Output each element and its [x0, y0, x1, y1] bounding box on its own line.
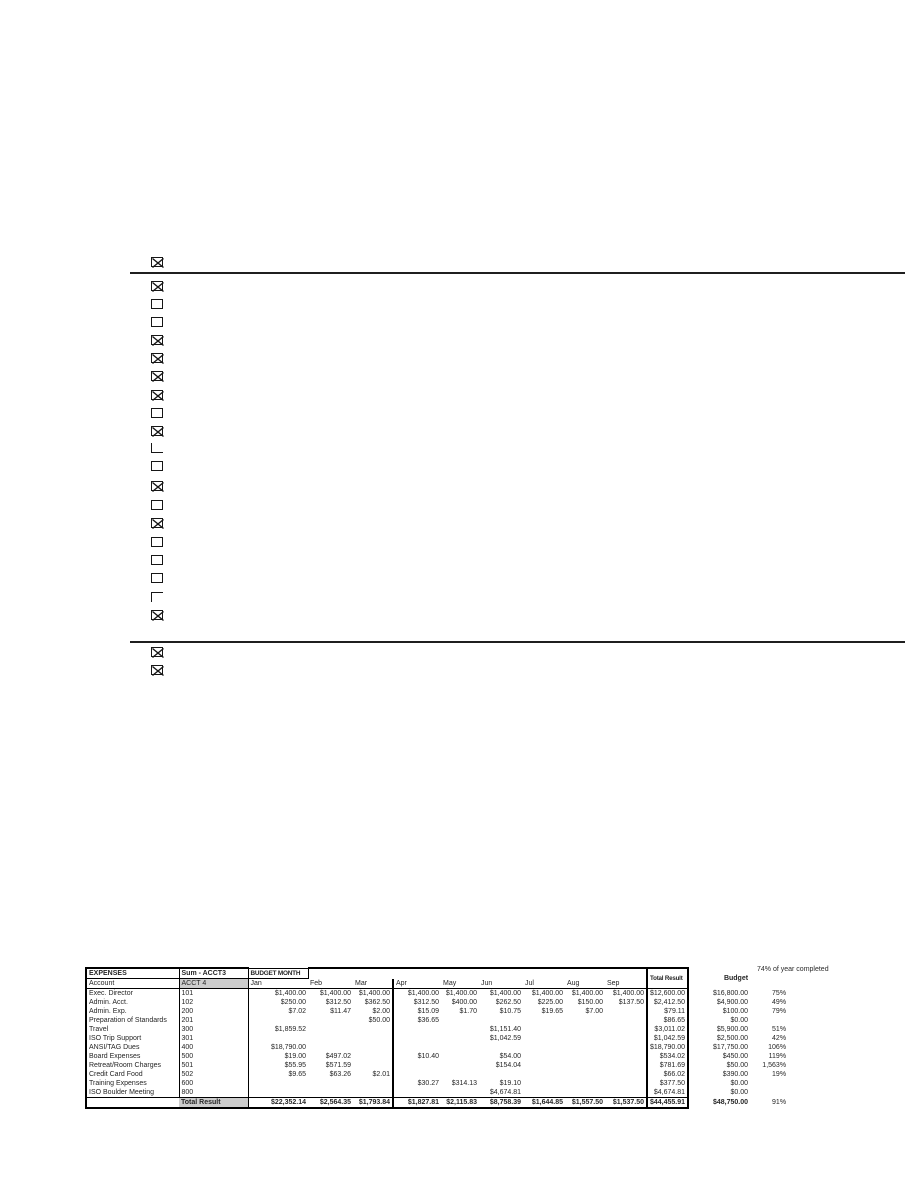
expenses-budget-table: [85, 967, 788, 1109]
account-name-cell: Training Expenses: [86, 1079, 179, 1088]
pct-value-cell: [750, 1088, 788, 1098]
month-value-cell: $2.00: [372, 1008, 390, 1015]
x-mark-icon: [151, 481, 165, 493]
table-row: [86, 998, 788, 1007]
x-mark-icon: [151, 390, 165, 402]
total-value-cell: $534.02: [647, 1052, 688, 1061]
month-value-cell: [248, 1088, 308, 1098]
month-value-cell: $497.02: [325, 1053, 351, 1060]
budget-value-cell: $50.00: [726, 1062, 749, 1069]
checkbox-unchecked[interactable]: [151, 461, 163, 471]
month-value-cell: [441, 1034, 479, 1043]
total-month-value-cell: $1,793.84: [353, 1098, 393, 1109]
month-value-cell: $312.50: [325, 999, 351, 1006]
month-value-cell: $50.00: [368, 1017, 390, 1024]
month-value-cell: $362.50: [364, 999, 390, 1006]
month-value-cell: $1,400.00: [319, 990, 351, 997]
budget-value-cell: $390.00: [722, 1071, 749, 1078]
month-value-cell: [308, 1025, 353, 1034]
table-row: [86, 1079, 788, 1088]
month-value-cell: [565, 1079, 605, 1088]
total-pct-cell: 91%: [772, 1099, 787, 1107]
acct-number-cell: 300: [179, 1025, 248, 1034]
account-name-cell: ISO Trip Support: [86, 1034, 179, 1043]
checkbox-unchecked[interactable]: [151, 555, 163, 565]
x-mark-icon: [151, 647, 165, 659]
checkbox-unchecked[interactable]: [151, 408, 163, 418]
month-value-cell: [353, 1025, 393, 1034]
month-value-cell: $18,790.00: [270, 1044, 306, 1051]
grand-total-cell: $44,455.91: [647, 1098, 688, 1109]
account-name-cell: Credit Card Food: [86, 1070, 179, 1079]
month-value-cell: $1.70: [459, 1008, 477, 1015]
table-row: [86, 1070, 788, 1079]
month-value-cell: $1,400.00: [393, 989, 441, 999]
x-mark-icon: [151, 335, 165, 347]
acct-number-cell: 600: [179, 1079, 248, 1088]
month-value-cell: $262.50: [495, 999, 521, 1006]
month-value-cell: $1,400.00: [571, 990, 603, 997]
month-value-cell: [523, 1043, 565, 1052]
month-value-cell: $1,042.59: [489, 1035, 521, 1042]
month-value-cell: [308, 1043, 353, 1052]
month-value-cell: [441, 1043, 479, 1052]
month-value-cell: $54.00: [499, 1053, 521, 1060]
column-header-acct4: ACCT 4: [179, 979, 248, 989]
acct-number-cell: 201: [179, 1016, 248, 1025]
checkbox-checked[interactable]: [151, 665, 163, 675]
table-row: [86, 1043, 788, 1052]
month-value-cell: [441, 1016, 479, 1025]
pct-value-cell: 75%: [772, 989, 787, 997]
checkbox-unchecked[interactable]: [151, 573, 163, 583]
month-value-cell: [523, 1025, 565, 1034]
month-value-cell: $55.95: [284, 1062, 306, 1069]
month-value-cell: [353, 1052, 393, 1061]
month-value-cell: [248, 1034, 308, 1043]
checkbox-checked[interactable]: [151, 281, 163, 291]
month-value-cell: [308, 1034, 353, 1043]
section-divider-line: [130, 641, 905, 643]
acct-number-cell: 301: [179, 1034, 248, 1043]
month-value-cell: $312.50: [393, 998, 441, 1007]
total-value-cell: $3,011.02: [647, 1025, 688, 1034]
month-value-cell: $1,400.00: [358, 990, 390, 997]
section-divider-line: [130, 272, 905, 274]
month-value-cell: $63.26: [329, 1071, 351, 1078]
total-budget-cell: $48,750.00: [713, 1099, 749, 1107]
month-value-cell: [605, 1070, 647, 1079]
account-name-cell: Preparation of Standards: [86, 1016, 179, 1025]
month-value-cell: [565, 1016, 605, 1025]
month-value-cell: [605, 1043, 647, 1052]
total-value-cell: $86.65: [647, 1016, 688, 1025]
table-title-row: [86, 968, 788, 979]
month-value-cell: $10.75: [499, 1008, 521, 1015]
total-value-cell: $79.11: [647, 1007, 688, 1016]
month-value-cell: [248, 1079, 308, 1088]
budget-value-cell: $17,750.00: [713, 1044, 749, 1051]
column-header-account: Account: [86, 979, 179, 989]
month-value-cell: $30.27: [393, 1079, 441, 1088]
table-row: [86, 1088, 788, 1098]
total-month-value-cell: $1,827.81: [393, 1098, 441, 1109]
month-value-cell: $137.50: [618, 999, 644, 1006]
acct-number-cell: 500: [179, 1052, 248, 1061]
month-value-cell: [441, 1061, 479, 1070]
pct-value-cell: 119%: [768, 1053, 787, 1060]
checkbox-checked[interactable]: [151, 426, 163, 436]
month-value-cell: [523, 1016, 565, 1025]
month-value-cell: [605, 1079, 647, 1088]
month-value-cell: $1,400.00: [445, 990, 477, 997]
budget-value-cell: $4,900.00: [716, 999, 749, 1006]
checkbox-checked[interactable]: [151, 518, 163, 528]
account-name-cell: ANSI/TAG Dues: [86, 1043, 179, 1052]
month-value-cell: $1,400.00: [489, 990, 521, 997]
table-row: [86, 1016, 788, 1025]
month-value-cell: [605, 1061, 647, 1070]
account-name-cell: Board Expenses: [86, 1052, 179, 1061]
month-value-cell: $7.02: [288, 1008, 306, 1015]
month-value-cell: [393, 1025, 441, 1034]
month-value-cell: $150.00: [577, 999, 603, 1006]
x-mark-icon: [151, 665, 165, 677]
month-value-cell: [353, 1034, 393, 1043]
pct-value-cell: 42%: [772, 1035, 787, 1042]
account-name-cell: ISO Boulder Meeting: [86, 1088, 179, 1098]
column-header-month: Feb: [308, 979, 353, 989]
month-value-cell: $15.09: [393, 1007, 441, 1016]
month-value-cell: $400.00: [451, 999, 477, 1006]
account-name-cell: Exec. Director: [86, 989, 179, 999]
month-value-cell: [565, 1034, 605, 1043]
checkbox-unchecked[interactable]: [151, 443, 163, 453]
column-header-month: Aug: [565, 979, 605, 989]
checkbox-unchecked[interactable]: [151, 317, 163, 327]
acct-number-cell: 502: [179, 1070, 248, 1079]
column-header-month: Jul: [523, 979, 565, 989]
checkbox-unchecked[interactable]: [151, 299, 163, 309]
pct-value-cell: 19%: [772, 1071, 787, 1078]
month-value-cell: [605, 1034, 647, 1043]
column-header-month: Jan: [248, 979, 308, 989]
checkbox-unchecked[interactable]: [151, 592, 163, 602]
month-value-cell: $1,151.40: [489, 1026, 521, 1033]
total-value-cell: $4,674.81: [647, 1088, 688, 1098]
month-value-cell: [308, 1088, 353, 1098]
budget-value-cell: $0.00: [730, 1080, 749, 1087]
month-value-cell: $11.47: [330, 1008, 351, 1015]
month-value-cell: [353, 1088, 393, 1098]
total-month-value-cell: $1,537.50: [605, 1098, 647, 1109]
pct-value-cell: 106%: [768, 1044, 787, 1051]
table-row: [86, 1034, 788, 1043]
account-name-cell: Admin. Exp.: [86, 1007, 179, 1016]
month-value-cell: [353, 1043, 393, 1052]
month-value-cell: $250.00: [280, 999, 306, 1006]
month-value-cell: [523, 1070, 565, 1079]
month-value-cell: [248, 1016, 308, 1025]
column-header-budget: Budget: [723, 974, 749, 982]
month-value-cell: $1,859.52: [274, 1026, 306, 1033]
pct-value-cell: 1,563%: [762, 1062, 787, 1069]
table-row: [86, 989, 788, 999]
table-title-sum-acct3: Sum - ACCT3: [179, 968, 248, 979]
column-header-percent: [750, 968, 788, 989]
month-value-cell: $571.59: [325, 1062, 351, 1069]
checkbox-checked[interactable]: [151, 610, 163, 620]
month-value-cell: $225.00: [537, 999, 563, 1006]
table-title-budget-month: BUDGET MONTH: [248, 968, 308, 979]
month-value-cell: [605, 1052, 647, 1061]
acct-number-cell: 501: [179, 1061, 248, 1070]
total-month-value-cell: $8,758.39: [479, 1098, 523, 1109]
month-value-cell: [479, 1070, 523, 1079]
x-mark-icon: [151, 257, 165, 269]
total-value-cell: $18,790.00: [647, 1043, 688, 1052]
total-month-value-cell: $1,557.50: [565, 1098, 605, 1109]
month-value-cell: [393, 1061, 441, 1070]
month-value-cell: [605, 1007, 647, 1016]
table-row: [86, 1007, 788, 1016]
budget-value-cell: $2,500.00: [716, 1035, 749, 1042]
month-value-cell: [565, 1061, 605, 1070]
month-value-cell: [393, 1088, 441, 1098]
total-value-cell: $2,412.50: [647, 998, 688, 1007]
budget-value-cell: $0.00: [730, 1089, 749, 1097]
month-value-cell: [308, 1016, 353, 1025]
total-month-value-cell: $22,352.14: [248, 1098, 308, 1109]
budget-value-cell: $0.00: [730, 1017, 749, 1024]
checkbox-checked[interactable]: [151, 371, 163, 381]
month-value-cell: $19.00: [284, 1053, 306, 1060]
acct-number-cell: 800: [179, 1088, 248, 1098]
month-value-cell: $1,400.00: [612, 990, 644, 997]
month-value-cell: [523, 1088, 565, 1098]
month-value-cell: [353, 1079, 393, 1088]
acct-number-cell: 101: [179, 989, 248, 999]
month-value-cell: [565, 1088, 605, 1098]
table-total-row: [86, 1098, 788, 1109]
x-mark-icon: [151, 281, 165, 293]
checkbox-checked[interactable]: [151, 353, 163, 363]
table-row: [86, 1052, 788, 1061]
month-value-cell: [441, 1088, 479, 1098]
acct-number-cell: 200: [179, 1007, 248, 1016]
total-value-cell: $12,600.00: [647, 989, 688, 999]
column-header-month: Sep: [605, 979, 647, 989]
month-value-cell: $154.04: [495, 1062, 521, 1069]
x-mark-icon: [151, 518, 165, 530]
x-mark-icon: [151, 610, 165, 622]
acct-number-cell: 400: [179, 1043, 248, 1052]
checkbox-checked[interactable]: [151, 390, 163, 400]
total-month-value-cell: $2,564.35: [308, 1098, 353, 1109]
month-value-cell: [605, 1016, 647, 1025]
month-value-cell: [565, 1052, 605, 1061]
month-value-cell: [308, 1079, 353, 1088]
month-value-cell: $9.65: [288, 1071, 306, 1078]
total-month-value-cell: $1,644.85: [523, 1098, 565, 1109]
month-value-cell: [523, 1061, 565, 1070]
month-value-cell: [479, 1043, 523, 1052]
month-value-cell: $19.10: [499, 1080, 521, 1087]
checkbox-unchecked[interactable]: [151, 500, 163, 510]
total-value-cell: $1,042.59: [647, 1034, 688, 1043]
pct-value-cell: 51%: [772, 1026, 787, 1033]
checkbox-checked[interactable]: [151, 647, 163, 657]
month-value-cell: $2.01: [372, 1071, 390, 1078]
month-value-cell: [441, 1070, 479, 1079]
month-value-cell: [479, 1016, 523, 1025]
month-value-cell: [441, 1052, 479, 1061]
month-value-cell: [565, 1025, 605, 1034]
checkbox-checked[interactable]: [151, 335, 163, 345]
column-header-month: Jun: [479, 979, 523, 989]
budget-value-cell: $450.00: [722, 1053, 749, 1060]
month-value-cell: $36.65: [393, 1016, 441, 1025]
year-completed-note: 74% of year completed: [757, 966, 829, 973]
month-value-cell: [523, 1052, 565, 1061]
month-value-cell: [523, 1034, 565, 1043]
pct-value-cell: [750, 1079, 788, 1088]
account-name-cell: Admin. Acct.: [86, 998, 179, 1007]
budget-value-cell: $5,900.00: [716, 1026, 749, 1033]
pct-value-cell: 49%: [772, 999, 787, 1006]
pct-value-cell: 79%: [772, 1008, 787, 1015]
checkbox-checked[interactable]: [151, 257, 163, 267]
total-month-value-cell: $2,115.83: [441, 1098, 479, 1109]
column-header-month: May: [441, 979, 479, 989]
month-value-cell: $7.00: [585, 1008, 603, 1015]
column-header-total-result: Total Result: [647, 968, 688, 989]
month-value-cell: [605, 1025, 647, 1034]
x-mark-icon: [151, 426, 165, 438]
column-header-month: Apr: [393, 979, 441, 989]
pct-value-cell: [750, 1016, 788, 1025]
month-value-cell: [393, 1070, 441, 1079]
month-value-cell: [605, 1088, 647, 1098]
total-value-cell: $66.02: [647, 1070, 688, 1079]
budget-value-cell: $100.00: [722, 1008, 749, 1015]
account-name-cell: Travel: [86, 1025, 179, 1034]
month-value-cell: [393, 1034, 441, 1043]
total-row-label-cell: Total Result: [179, 1098, 248, 1109]
total-value-cell: $781.69: [647, 1061, 688, 1070]
table-row: [86, 1025, 788, 1034]
total-value-cell: $377.50: [647, 1079, 688, 1088]
month-value-cell: $10.40: [393, 1052, 441, 1061]
month-value-cell: $1,400.00: [531, 990, 563, 997]
month-value-cell: [523, 1079, 565, 1088]
month-value-cell: $1,400.00: [274, 990, 306, 997]
x-mark-icon: [151, 353, 165, 365]
month-value-cell: [393, 1043, 441, 1052]
table-title-expenses: EXPENSES: [86, 968, 179, 979]
month-value-cell: [353, 1061, 393, 1070]
month-value-cell: $19.65: [541, 1008, 563, 1015]
checkbox-checked[interactable]: [151, 481, 163, 491]
month-value-cell: [565, 1070, 605, 1079]
checkbox-unchecked[interactable]: [151, 537, 163, 547]
total-row-spacer-cell: [86, 1098, 179, 1109]
month-value-cell: $4,674.81: [489, 1089, 521, 1096]
table-row: [86, 1061, 788, 1070]
month-value-cell: [565, 1043, 605, 1052]
month-value-cell: $314.13: [451, 1080, 477, 1087]
account-name-cell: Retreat/Room Charges: [86, 1061, 179, 1070]
month-value-cell: [441, 1025, 479, 1034]
budget-value-cell: $16,800.00: [713, 989, 749, 997]
column-header-month: Mar: [353, 979, 393, 989]
x-mark-icon: [151, 371, 165, 383]
acct-number-cell: 102: [179, 998, 248, 1007]
